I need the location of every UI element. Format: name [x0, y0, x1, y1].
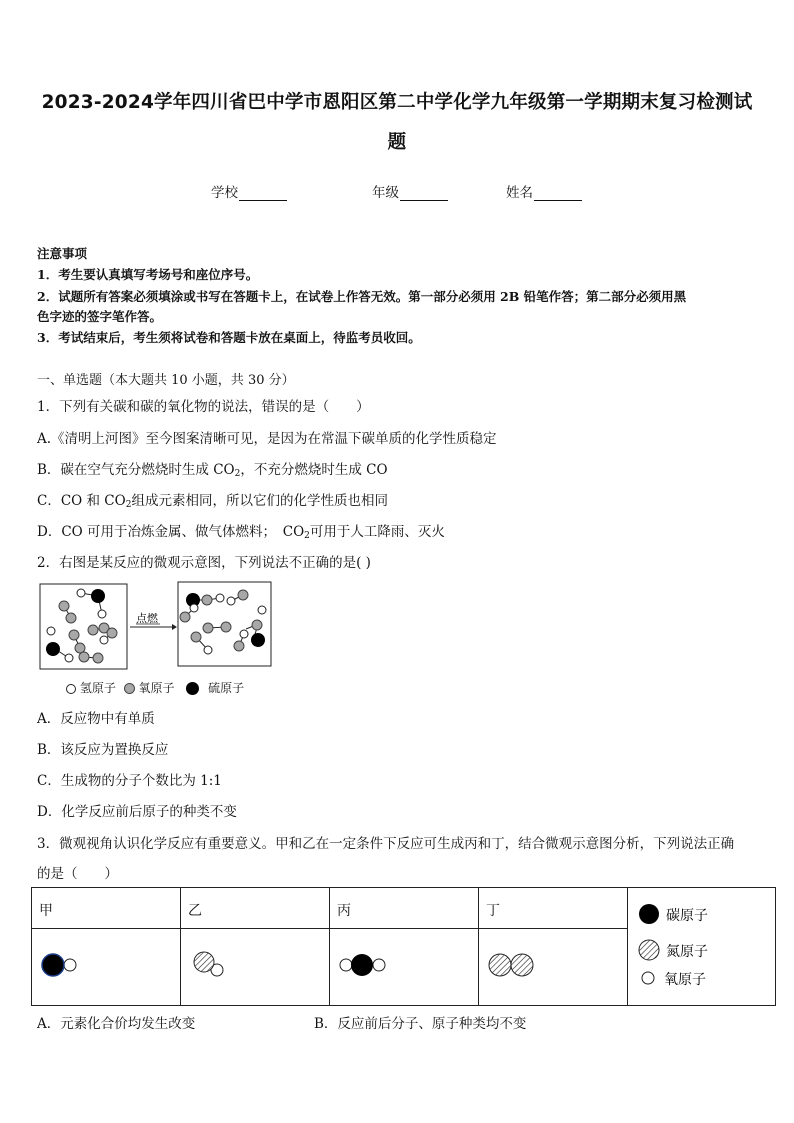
hydrogen-atom [100, 636, 108, 644]
legend-hydrogen: 氢原子 [79, 681, 116, 695]
oxygen-atom-icon [124, 683, 135, 694]
school-label: 学校 [211, 185, 238, 201]
notice-item: 色字迹的签字笔作答。 [37, 309, 163, 324]
header-ding: 丁 [479, 888, 628, 929]
grade-field [372, 181, 448, 201]
oxygen-atom [202, 595, 212, 605]
n2-molecule [479, 929, 627, 1001]
q2-stem: 2．右图是某反应的微观示意图，下列说法不正确的是( ) [37, 555, 371, 571]
hydrogen-atom [65, 654, 73, 662]
grade-blank[interactable] [400, 186, 448, 201]
q2-option-a: A．反应物中有单质 [37, 711, 155, 727]
q1-b-text2: ，不充分燃烧时生成 CO [240, 462, 388, 478]
grade-label: 年级 [372, 185, 399, 201]
q1-b-sub: 2 [234, 469, 241, 479]
notice-item: 2．试题所有答案必须填涂或书写在答题卡上，在试卷上作答无效。第一部分必须用 2B 铅笔作答；第二部分必须用黑 [37, 289, 687, 304]
molecule-ding [479, 929, 628, 1006]
q1-option-b [37, 458, 388, 479]
school-field [211, 181, 287, 201]
q3-option-a: A．元素化合价均发生改变 [37, 1016, 196, 1032]
nitrogen-atom-icon [639, 940, 659, 960]
q1-b-text: B．碳在空气充分燃烧时生成 CO [37, 462, 235, 478]
oxygen-atom [107, 628, 117, 638]
sulfur-atom-icon [186, 682, 199, 695]
q2-option-c: C．生成物的分子个数比为 1:1 [37, 773, 222, 789]
name-label: 姓名 [506, 185, 533, 201]
oxygen-atom [203, 623, 213, 633]
co2-molecule [330, 929, 478, 1001]
school-blank[interactable] [239, 186, 287, 201]
header-yi: 乙 [181, 888, 330, 929]
oxygen-atom [93, 653, 103, 663]
q3-legend [628, 888, 775, 1002]
name-blank[interactable] [534, 186, 582, 201]
q2-option-b: B．该反应为置换反应 [37, 742, 169, 758]
molecule-jia [32, 929, 181, 1006]
q1-d-text2: 可用于人工降雨、灭火 [309, 524, 445, 540]
q3-molecule-table [31, 887, 776, 1006]
sulfur-atom [46, 642, 60, 656]
q2-option-d: D．化学反应前后原子的种类不变 [37, 804, 237, 820]
q1-d-text: D．CO 可用于冶炼金属、做气体燃料； CO [37, 524, 305, 540]
q3-option-b: B．反应前后分子、原子种类均不变 [314, 1016, 527, 1032]
hydrogen-atom [98, 610, 106, 618]
hydrogen-atom [216, 594, 224, 602]
hydrogen-atom [227, 597, 235, 605]
oxygen-atom [234, 641, 244, 651]
oxygen-atom [75, 643, 85, 653]
molecule-yi [181, 929, 330, 1006]
page-title: 2023-2024学年四川省巴中学市恩阳区第二中学化学九年级第一学期期末复习检测试 [41, 92, 753, 113]
section-heading: 一、单选题（本大题共 10 小题，共 30 分） [37, 373, 295, 388]
sulfur-atom [251, 633, 265, 647]
q1-option-c [37, 489, 388, 510]
hydrogen-atom [77, 589, 85, 597]
name-field [506, 181, 582, 201]
q1-option-d [37, 520, 445, 541]
oxygen-atom [79, 652, 89, 662]
q1-c-text: C．CO 和 CO [37, 493, 126, 509]
hydrogen-atom [258, 606, 266, 614]
q1-d-sub: 2 [304, 531, 310, 541]
oxygen-atom [180, 612, 190, 622]
arrow-label: 点燃 [136, 612, 158, 625]
q2-legend [66, 679, 244, 696]
header-jia: 甲 [32, 888, 181, 929]
legend-carbon: 碳原子 [666, 908, 708, 924]
no-molecule [181, 929, 329, 1001]
header-bing: 丙 [330, 888, 479, 929]
co-molecule [32, 929, 180, 1001]
notice-item: 1．考生要认真填写考场号和座位序号。 [37, 267, 259, 282]
oxygen-atom [59, 601, 69, 611]
q3-stem: 3．微观视角认识化学反应有重要意义。甲和乙在一定条件下反应可生成丙和丁，结合微观示意图分析，下列说法正确 [37, 836, 735, 852]
oxygen-atom [252, 620, 262, 630]
oxygen-atom [221, 622, 231, 632]
q1-c-sub: 2 [125, 500, 132, 510]
oxygen-atom [69, 630, 79, 640]
hydrogen-atom [47, 627, 55, 635]
q3-legend-cell [628, 888, 776, 1006]
molecule-bing [330, 929, 479, 1006]
q3-stem-line2: 的是（ ） [37, 866, 118, 882]
oxygen-atom-icon [642, 972, 654, 984]
q1-stem: 1．下列有关碳和碳的氧化物的说法，错误的是（ ） [37, 399, 370, 415]
notice-item: 3．考试结束后，考生须将试卷和答题卡放在桌面上，待监考员收回。 [37, 330, 421, 345]
hydrogen-atom [190, 604, 198, 612]
legend-sulfur: 硫原子 [208, 681, 245, 695]
hydrogen-atom [204, 646, 212, 654]
oxygen-atom [238, 590, 248, 600]
page-title-line2: 题 [387, 132, 407, 153]
hydrogen-atom [240, 630, 248, 638]
oxygen-atom [66, 613, 76, 623]
legend-oxygen: 氧原子 [138, 681, 175, 695]
q1-c-text2: 组成元素相同，所以它们的化学性质也相同 [131, 493, 388, 509]
oxygen-atom [191, 632, 201, 642]
oxygen-atom [88, 625, 98, 635]
sulfur-atom [91, 589, 105, 603]
notice-heading: 注意事项 [37, 246, 88, 261]
carbon-atom-icon [639, 904, 659, 924]
legend-nitrogen: 氮原子 [666, 944, 708, 960]
legend-oxygen: 氧原子 [664, 972, 706, 988]
hydrogen-atom-icon [66, 684, 76, 694]
q1-option-a: A.《清明上河图》至今图案清晰可见，是因为在常温下碳单质的化学性质稳定 [37, 431, 497, 447]
